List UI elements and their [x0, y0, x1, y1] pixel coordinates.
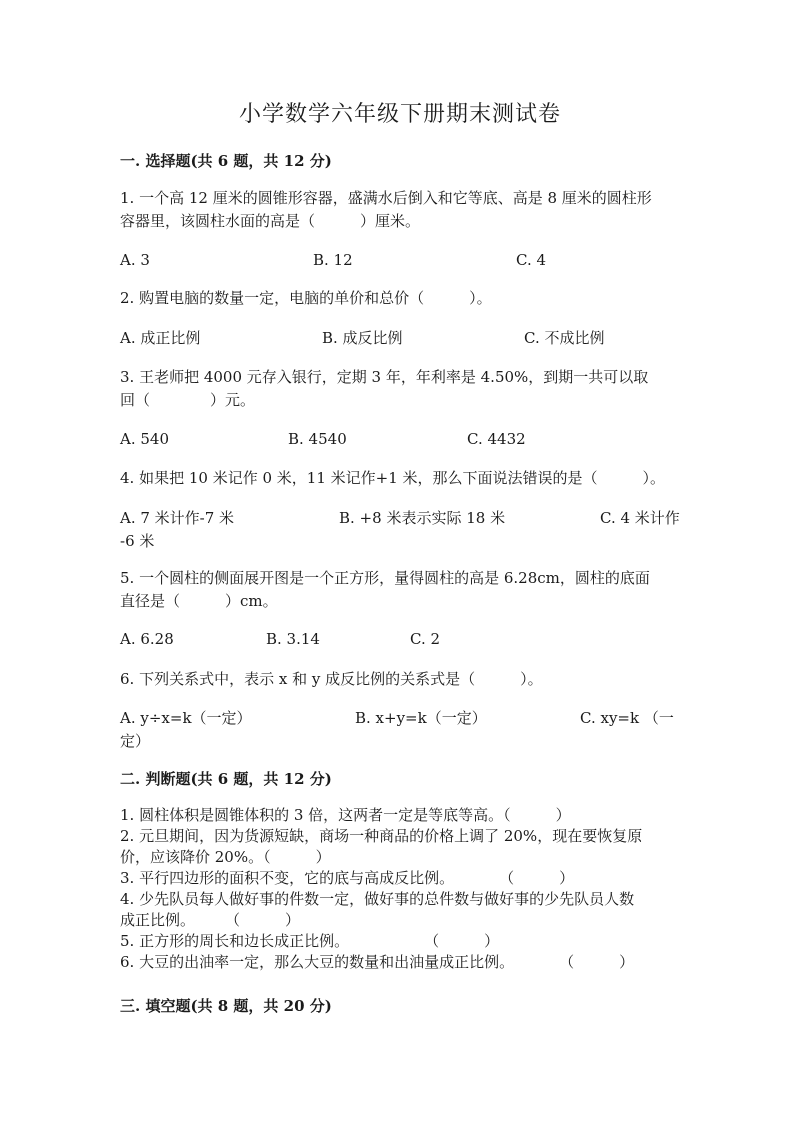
- question-text: 5. 一个圆柱的侧面展开图是一个正方形，量得圆柱的高是 6.28cm，圆柱的底面: [120, 569, 650, 587]
- option-b: B. 12: [313, 251, 353, 269]
- option-a: A. y÷x=k（一定）: [120, 709, 252, 727]
- judge-question-5: 5. 正方形的周长和边长成正比例。 （ ）: [120, 932, 500, 950]
- section-judge-heading: 二. 判断题(共 6 题，共 12 分): [120, 770, 332, 788]
- option-b: B. 4540: [288, 430, 347, 448]
- judge-question-3: 3. 平行四边形的面积不变，它的底与高成反比例。 （ ）: [120, 869, 575, 887]
- option-b: B. 成反比例: [322, 329, 403, 347]
- option-a: A. 7 米计作-7 米: [120, 509, 235, 527]
- page-title: 小学数学六年级下册期末测试卷: [238, 102, 561, 127]
- option-c-continued: 定）: [120, 732, 151, 750]
- option-c: C. 2: [410, 630, 441, 648]
- judge-question-4-continued: 成正比例。 （ ）: [120, 911, 301, 929]
- judge-question-4: 4. 少先队员每人做好事的件数一定，做好事的总件数与做好事的少先队员人数: [120, 890, 635, 908]
- choice-question-6: [120, 668, 680, 691]
- option-b: B. 3.14: [266, 630, 320, 648]
- question-text: 3. 王老师把 4000 元存入银行，定期 3 年，年利率是 4.50%，到期一共可以取: [120, 368, 649, 386]
- option-c: C. 4432: [467, 430, 526, 448]
- section-fill-heading: 三. 填空题(共 8 题，共 20 分): [120, 997, 332, 1015]
- question-text: 1. 一个高 12 厘米的圆锥形容器，盛满水后倒入和它等底、高是 8 厘米的圆柱形: [120, 189, 652, 207]
- choice-question-3: [120, 366, 680, 412]
- option-a: A. 540: [120, 430, 169, 448]
- option-c: C. 不成比例: [524, 329, 605, 347]
- choice-question-2: [120, 287, 680, 310]
- option-a: A. 成正比例: [120, 329, 201, 347]
- option-c: C. 4 米计作: [600, 509, 680, 527]
- section-choice-heading: 一. 选择题(共 6 题，共 12 分): [120, 152, 332, 170]
- option-a: A. 6.28: [120, 630, 174, 648]
- option-b: B. x+y=k（一定）: [355, 709, 487, 727]
- question-text: 2. 购置电脑的数量一定，电脑的单价和总价（ ）。: [120, 289, 492, 307]
- option-a: A. 3: [120, 251, 150, 269]
- option-c-continued: -6 米: [120, 532, 155, 550]
- choice-question-4: [120, 467, 680, 490]
- judge-question-2-continued: 价，应该降价 20%。（ ）: [120, 848, 331, 866]
- question-text: 容器里，该圆柱水面的高是（ ）厘米。: [120, 212, 421, 230]
- question-text: 直径是（ ）cm。: [120, 592, 278, 610]
- option-c: C. 4: [516, 251, 547, 269]
- choice-options-4: [120, 507, 680, 553]
- judge-question-list: [120, 805, 680, 973]
- question-text: 6. 下列关系式中，表示 x 和 y 成反比例的关系式是（ ）。: [120, 670, 543, 688]
- judge-question-2: 2. 元旦期间，因为货源短缺，商场一种商品的价格上调了 20%，现在要恢复原: [120, 827, 643, 845]
- question-text: 回（ ）元。: [120, 391, 256, 409]
- judge-question-6: 6. 大豆的出油率一定，那么大豆的数量和出油量成正比例。 （ ）: [120, 953, 635, 971]
- choice-options-6: [120, 707, 680, 753]
- judge-question-1: 1. 圆柱体积是圆锥体积的 3 倍，这两者一定是等底等高。（ ）: [120, 806, 571, 824]
- question-text: 4. 如果把 10 米记作 0 米，11 米记作+1 米，那么下面说法错误的是（ ）。: [120, 469, 666, 487]
- choice-question-1: [120, 187, 680, 233]
- choice-question-5: [120, 567, 680, 613]
- option-b: B. +8 米表示实际 18 米: [339, 509, 506, 527]
- option-c: C. xy=k （一: [580, 709, 674, 727]
